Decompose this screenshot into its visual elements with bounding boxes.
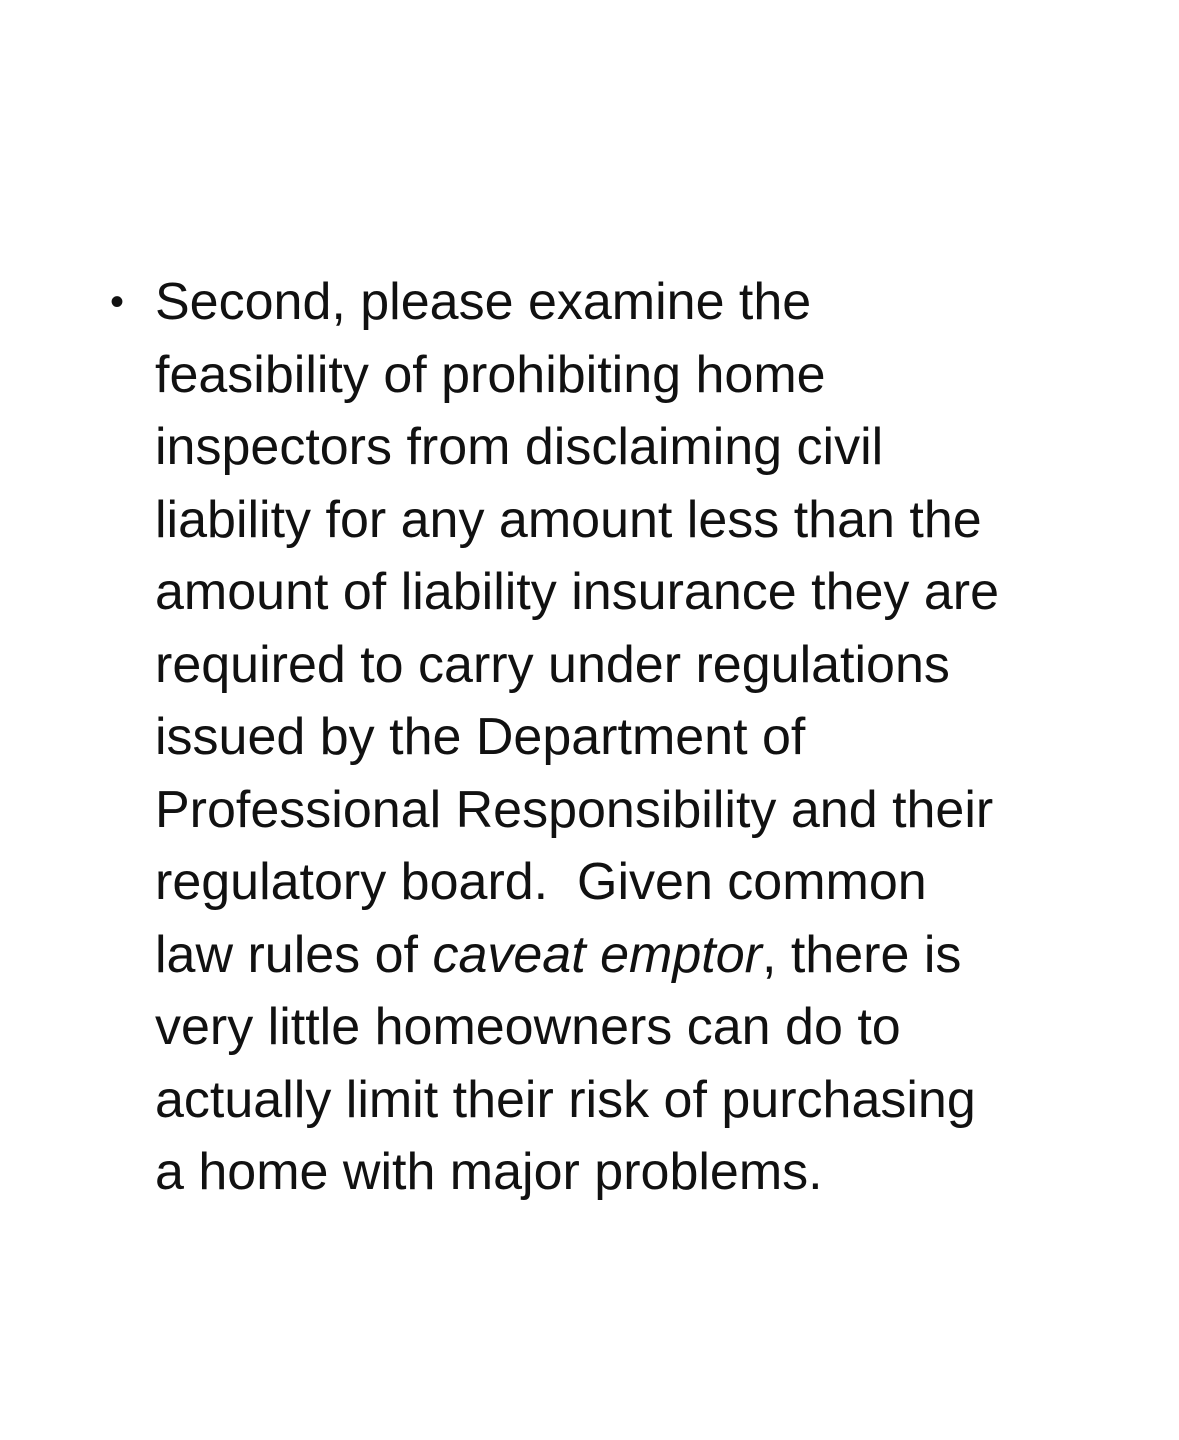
- paragraph-line: liability for any amount less than the: [155, 490, 982, 549]
- line-text-before-italic: law rules of: [155, 925, 433, 984]
- paragraph-line: very little homeowners can do to: [155, 998, 901, 1056]
- paragraph-line: feasibility of prohibiting home: [155, 345, 826, 404]
- bullet-list-item: [110, 266, 1145, 1209]
- paragraph-line: inspectors from disclaiming civil: [155, 418, 884, 476]
- paragraph-line: regulatory board. Given common: [155, 853, 927, 911]
- paragraph-line: Second, please examine the: [155, 273, 812, 331]
- paragraph-line: amount of liability insurance they are: [155, 563, 1000, 621]
- paragraph-line: Professional Responsibility and their: [155, 780, 994, 839]
- paragraph-line: actually limit their risk of purchasing: [155, 1070, 976, 1129]
- paragraph-line-with-italic: [155, 919, 1145, 992]
- paragraph-line: a home with major problems.: [155, 1143, 823, 1201]
- italic-term: caveat emptor: [432, 925, 762, 984]
- paragraph-line: required to carry under regulations: [155, 635, 950, 694]
- line-text-after-italic: , there is: [761, 925, 962, 984]
- paragraph-line: issued by the Department of: [155, 708, 806, 766]
- bullet-icon: •: [110, 280, 125, 324]
